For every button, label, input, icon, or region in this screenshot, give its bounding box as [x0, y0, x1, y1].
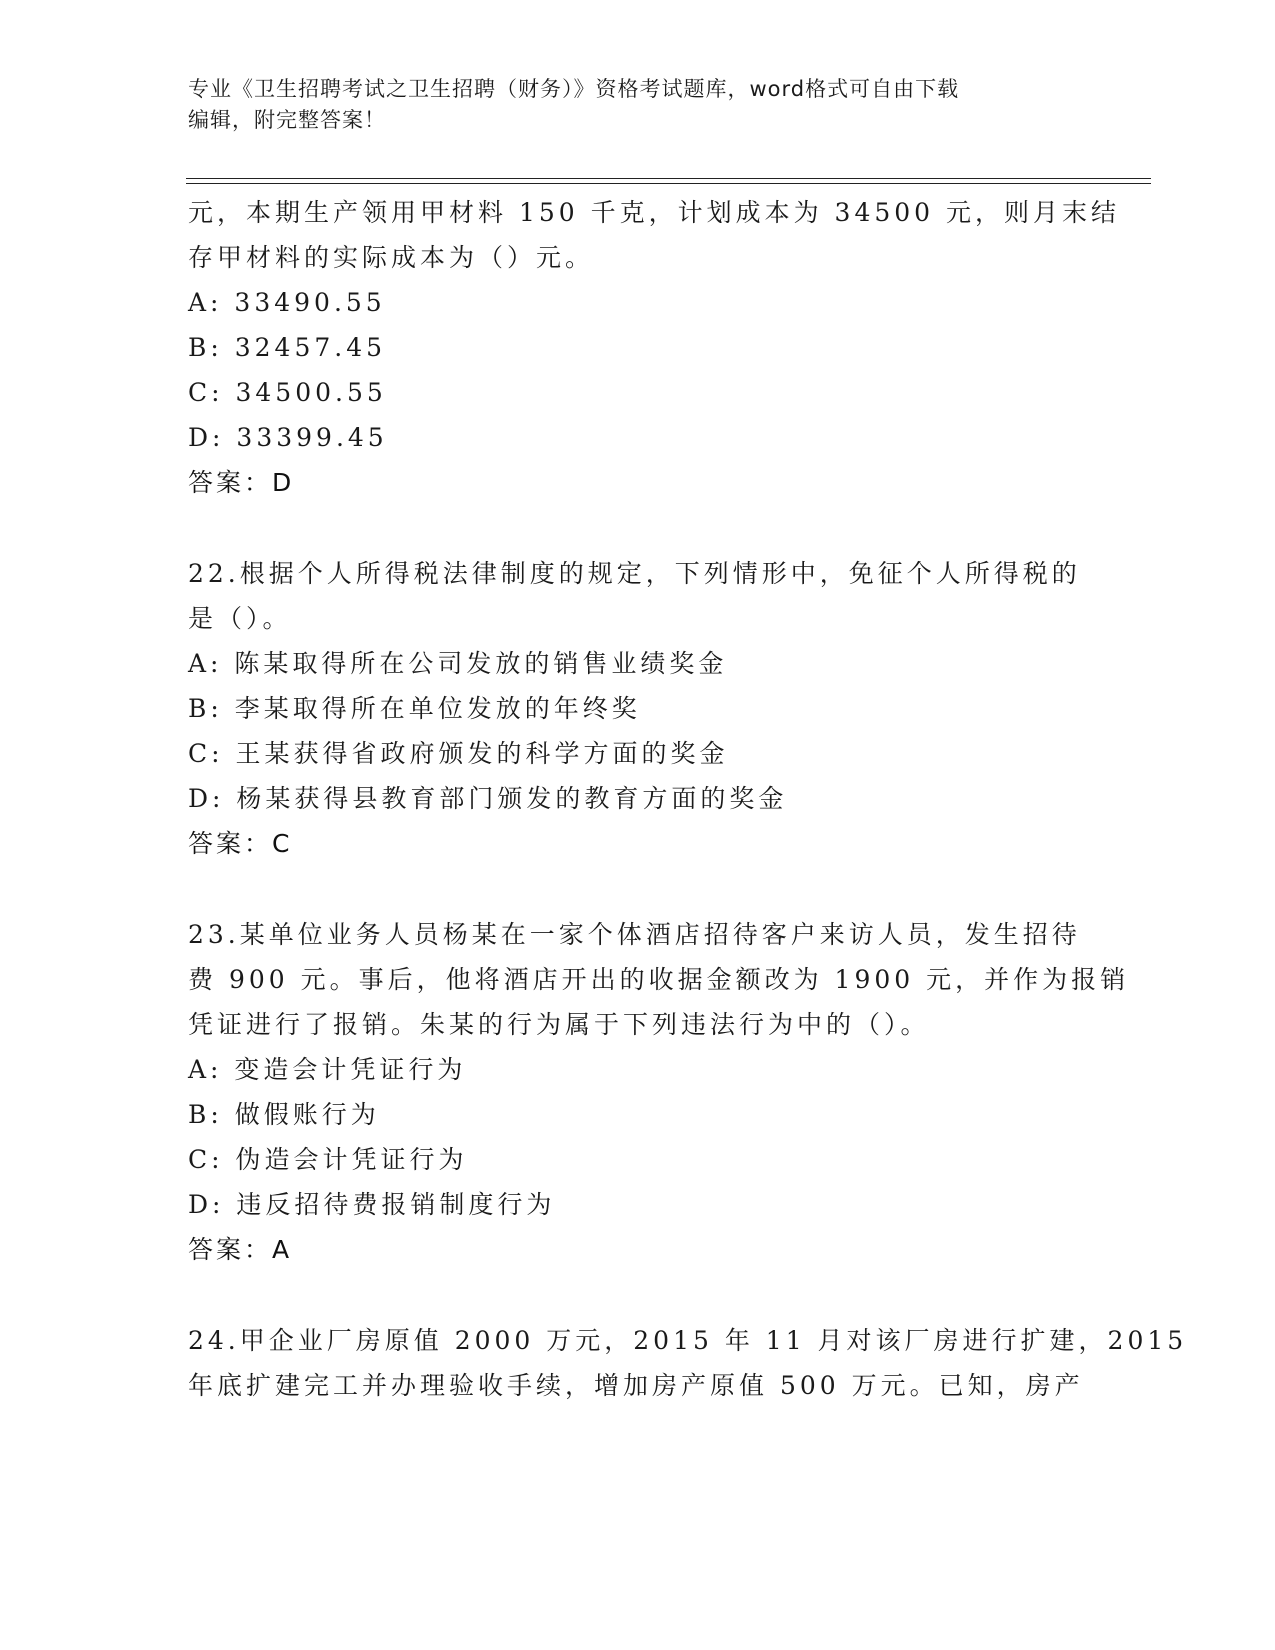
header-line-2: 编辑，附完整答案！ [188, 108, 386, 132]
option-b: B: 做假账行为 [188, 1100, 380, 1129]
question-text-line: 23.某单位业务人员杨某在一家个体酒店招待客户来访人员，发生招待 [188, 920, 1081, 949]
option-b: B: 李某取得所在单位发放的年终奖 [188, 694, 641, 723]
spacer [188, 1272, 1088, 1318]
question-content [188, 190, 1188, 1408]
question-text-line: 存甲材料的实际成本为（）元。 [188, 243, 595, 272]
option-a: A: 变造会计凭证行为 [188, 1055, 467, 1084]
header-divider-top [186, 178, 1151, 179]
question-text-line: 24.甲企业厂房原值 2000 万元，2015 年 11 月对该厂房进行扩建，2015 [188, 1326, 1188, 1355]
question-22 [188, 551, 1088, 866]
option-b: B: 32457.45 [188, 333, 387, 362]
question-text-line: 凭证进行了报销。朱某的行为属于下列违法行为中的（）。 [188, 1010, 930, 1039]
header-line-1: 专业《卫生招聘考试之卫生招聘（财务）》资格考试题库，word格式可自由下载 [188, 77, 960, 101]
question-text-line: 费 900 元。事后，他将酒店开出的收据金额改为 1900 元，并作为报销 [188, 965, 1130, 994]
answer-line: 答案：D [188, 468, 295, 497]
question-text-line: 元，本期生产领用甲材料 150 千克，计划成本为 34500 元，则月末结 [188, 198, 1121, 227]
option-a: A: 陈某取得所在公司发放的销售业绩奖金 [188, 649, 728, 678]
spacer [188, 505, 1088, 551]
option-a: A: 33490.55 [188, 288, 386, 317]
option-c: C: 34500.55 [188, 378, 387, 407]
question-text-line: 22.根据个人所得税法律制度的规定，下列情形中，免征个人所得税的 [188, 559, 1081, 588]
header-divider-bottom [186, 183, 1151, 184]
question-text-line: 是（）。 [188, 604, 292, 633]
option-c: C: 王某获得省政府颁发的科学方面的奖金 [188, 739, 729, 768]
option-d: D: 违反招待费报销制度行为 [188, 1190, 556, 1219]
option-d: D: 杨某获得县教育部门颁发的教育方面的奖金 [188, 784, 788, 813]
option-c: C: 伪造会计凭证行为 [188, 1145, 468, 1174]
option-d: D: 33399.45 [188, 423, 388, 452]
document-header [188, 74, 1088, 136]
question-24 [188, 1318, 1188, 1408]
question-23 [188, 912, 1130, 1272]
question-21 [188, 190, 1121, 505]
answer-line: 答案：A [188, 1235, 293, 1264]
answer-line: 答案：C [188, 829, 293, 858]
question-text-line: 年底扩建完工并办理验收手续，增加房产原值 500 万元。已知，房产 [188, 1371, 1084, 1400]
spacer [188, 866, 1088, 912]
